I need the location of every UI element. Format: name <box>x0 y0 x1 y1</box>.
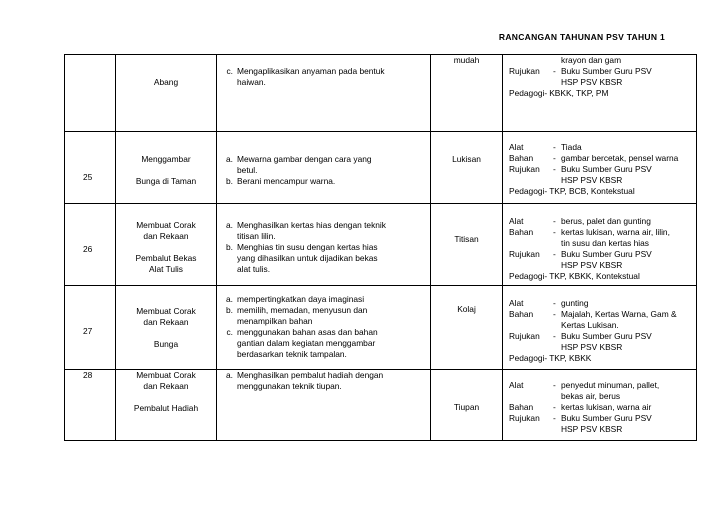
resource-text: HSP PSV KBSR <box>561 342 623 352</box>
resource-label: Pedagogi- <box>509 186 548 196</box>
resource-item <box>509 66 694 77</box>
objective-text: menggunakan bahan asas dan bahan <box>237 327 378 337</box>
week-cell <box>65 370 116 441</box>
objective-marker: b. <box>226 305 233 315</box>
topic-line: dan Rekaan <box>143 317 189 327</box>
resource-text: KBKK, TKP, PM <box>549 88 609 98</box>
objectives-list <box>217 294 426 360</box>
objective-marker: a. <box>226 220 233 230</box>
resource-text: HSP PSV KBSR <box>561 260 623 270</box>
resource-item <box>509 249 694 260</box>
topic-line: Menggambar <box>141 154 191 164</box>
yearly-plan-table <box>64 54 697 441</box>
resource-text: berus, palet dan gunting <box>561 216 651 226</box>
resource-label: Rujukan <box>509 249 540 259</box>
resource-label: Alat <box>509 216 524 226</box>
resource-item <box>509 391 694 402</box>
resource-label: Pedagogi- <box>509 271 548 281</box>
resource-text: Tiada <box>561 142 582 152</box>
topic-line <box>120 328 212 339</box>
objective-marker <box>217 231 237 242</box>
resource-item <box>509 331 694 342</box>
objective-item <box>217 77 426 88</box>
objective-item <box>217 327 426 338</box>
resource-label: Alat <box>509 380 524 390</box>
resource-label: Rujukan <box>509 164 540 174</box>
topic-line: Bunga <box>153 339 179 349</box>
topic-line <box>120 66 212 77</box>
objectives-cell <box>217 204 431 286</box>
topic-line <box>120 165 212 176</box>
objective-marker <box>217 381 237 392</box>
skill-name: mudah <box>453 55 480 65</box>
table-row <box>65 286 697 370</box>
table-row <box>65 132 697 204</box>
resource-item <box>509 260 694 271</box>
objective-text: memilih, memadan, menyusun dan <box>237 305 368 315</box>
objective-marker: a. <box>226 154 233 164</box>
topic-line: Abang <box>153 77 179 87</box>
resource-text: Buku Sumber Guru PSV <box>561 66 652 76</box>
resource-label: Bahan <box>509 153 534 163</box>
resource-text: TKP, KBKK <box>549 353 592 363</box>
objectives-cell <box>217 132 431 204</box>
objective-text: menggunakan teknik tiupan. <box>237 381 342 391</box>
week-cell <box>65 204 116 286</box>
week-number: 28 <box>83 370 93 380</box>
resource-item <box>509 164 694 175</box>
topic-line: dan Rekaan <box>143 381 189 391</box>
topic-cell <box>116 55 217 132</box>
resource-item <box>509 77 694 88</box>
objectives-list <box>217 220 426 275</box>
resource-dash: - <box>553 380 556 390</box>
resource-text: penyedut minuman, pallet, <box>561 380 660 390</box>
resource-text: tin susu dan kertas hias <box>561 238 649 248</box>
topic-line: Pembalut Bekas <box>135 253 197 263</box>
resources-cell <box>503 286 697 370</box>
resource-label: Rujukan <box>509 66 540 76</box>
objective-text: gantian dalam kegiatan menggambar <box>237 338 376 348</box>
table-row <box>65 370 697 441</box>
week-cell <box>65 286 116 370</box>
skill-name: Tiupan <box>453 402 480 412</box>
objective-text: Menghias tin susu dengan kertas hias <box>237 242 378 252</box>
resource-label: Bahan <box>509 227 534 237</box>
resource-item <box>509 216 694 227</box>
resource-dash: - <box>553 216 556 226</box>
topic-cell <box>116 204 217 286</box>
skill-name: Titisan <box>454 234 479 244</box>
objective-text: alat tulis. <box>237 264 271 274</box>
resource-label: Pedagogi- <box>509 88 548 98</box>
resource-item <box>509 380 694 391</box>
objectives-cell <box>217 370 431 441</box>
objective-item <box>217 242 426 253</box>
objective-marker <box>217 349 237 360</box>
resource-text: kertas lukisan, warna air, lilin, <box>561 227 670 237</box>
skill-name: Kolaj <box>457 304 476 314</box>
resource-text: bekas air, berus <box>561 391 621 401</box>
topic-line: Alat Tulis <box>149 264 183 274</box>
resource-text: kertas lukisan, warna air <box>561 402 652 412</box>
objective-marker: c. <box>226 66 233 76</box>
resource-item <box>509 55 694 66</box>
objective-marker <box>217 264 237 275</box>
resources-cell <box>503 132 697 204</box>
resource-text: HSP PSV KBSR <box>561 175 623 185</box>
resource-label: Rujukan <box>509 331 540 341</box>
week-number: 26 <box>83 244 93 254</box>
week-number: 25 <box>83 172 93 182</box>
resource-dash: - <box>553 164 556 174</box>
resource-label: Alat <box>509 142 524 152</box>
resource-text: Kertas Lukisan. <box>561 320 619 330</box>
objective-item <box>217 294 426 305</box>
objective-item <box>217 316 426 327</box>
objective-item <box>217 305 426 316</box>
skill-cell <box>431 55 503 132</box>
resource-item <box>509 353 694 364</box>
objective-item <box>217 231 426 242</box>
week-cell <box>65 132 116 204</box>
objective-item <box>217 176 426 187</box>
resource-dash: - <box>553 309 556 319</box>
objective-marker <box>217 338 237 349</box>
topic-line: Membuat Corak <box>136 306 196 316</box>
objective-item <box>217 338 426 349</box>
objectives-cell <box>217 55 431 132</box>
table-row <box>65 204 697 286</box>
resource-text: HSP PSV KBSR <box>561 424 623 434</box>
objectives-cell <box>217 286 431 370</box>
objective-marker: a. <box>226 294 233 304</box>
resource-text: TKP, KBKK, Kontekstual <box>549 271 640 281</box>
objective-item <box>217 381 426 392</box>
resource-item <box>509 175 694 186</box>
skill-cell <box>431 132 503 204</box>
resource-item <box>509 142 694 153</box>
resource-text: gunting <box>561 298 589 308</box>
topic-cell <box>116 370 217 441</box>
resource-dash: - <box>553 142 556 152</box>
objective-item <box>217 349 426 360</box>
resource-item <box>509 424 694 435</box>
resource-label: Pedagogi- <box>509 353 548 363</box>
objective-item <box>217 253 426 264</box>
topic-line <box>120 242 212 253</box>
objective-text: Menghasilkan kertas hias dengan teknik <box>237 220 386 230</box>
resource-text: Buku Sumber Guru PSV <box>561 164 652 174</box>
week-number: 27 <box>83 326 93 336</box>
objective-marker <box>217 316 237 327</box>
resource-item <box>509 413 694 424</box>
objectives-list <box>217 66 426 88</box>
objective-marker: c. <box>226 327 233 337</box>
topic-line: Membuat Corak <box>136 220 196 230</box>
resource-item <box>509 271 694 282</box>
topic-line: Bunga di Taman <box>135 176 197 186</box>
objective-text: haiwan. <box>237 77 266 87</box>
objectives-list <box>217 154 426 187</box>
objective-text: betul. <box>237 165 258 175</box>
week-number <box>83 55 115 66</box>
resource-dash: - <box>553 402 556 412</box>
resource-text: gambar bercetak, pensel warna <box>561 153 679 163</box>
resource-label: Bahan <box>509 402 534 412</box>
objective-marker <box>217 165 237 176</box>
objective-marker: b. <box>226 242 233 252</box>
topic-line: Pembalut Hadiah <box>133 403 199 413</box>
topic-line: Membuat Corak <box>136 370 196 380</box>
resource-text: Buku Sumber Guru PSV <box>561 413 652 423</box>
skill-cell <box>431 286 503 370</box>
resource-text: HSP PSV KBSR <box>561 77 623 87</box>
resource-text: Buku Sumber Guru PSV <box>561 249 652 259</box>
resources-cell <box>503 204 697 286</box>
topic-line: dan Rekaan <box>143 231 189 241</box>
resource-text: Buku Sumber Guru PSV <box>561 331 652 341</box>
skill-cell <box>431 204 503 286</box>
objective-item <box>217 154 426 165</box>
objective-text: menampilkan bahan <box>237 316 313 326</box>
resource-label: Alat <box>509 298 524 308</box>
resource-item <box>509 88 694 99</box>
objective-marker: b. <box>226 176 233 186</box>
document-header: RANCANGAN TAHUNAN PSV TAHUN 1 <box>498 32 665 42</box>
objective-item <box>217 264 426 275</box>
resource-label: Rujukan <box>509 413 540 423</box>
objective-item <box>217 165 426 176</box>
resource-dash: - <box>553 227 556 237</box>
topic-cell <box>116 132 217 204</box>
resource-dash: - <box>553 413 556 423</box>
objective-text: titisan lilin. <box>237 231 276 241</box>
resource-text: krayon dan gam <box>561 55 622 65</box>
objective-text: Berani mencampur warna. <box>237 176 336 186</box>
table-row <box>65 55 697 132</box>
resource-item <box>509 342 694 353</box>
resources-cell <box>503 55 697 132</box>
objective-text: Mengaplikasikan anyaman pada bentuk <box>237 66 385 76</box>
objective-text: mempertingkatkan daya imaginasi <box>237 294 365 304</box>
resource-item <box>509 309 694 320</box>
objective-item <box>217 370 426 381</box>
skill-cell <box>431 370 503 441</box>
objective-text: berdasarkan teknik tampalan. <box>237 349 347 359</box>
resource-dash: - <box>553 249 556 259</box>
objective-item <box>217 220 426 231</box>
resource-text: TKP, BCB, Kontekstual <box>549 186 635 196</box>
objective-marker <box>217 77 237 88</box>
resource-item <box>509 298 694 309</box>
resource-dash: - <box>553 331 556 341</box>
objective-marker: a. <box>226 370 233 380</box>
objective-item <box>217 66 426 77</box>
resource-item <box>509 227 694 238</box>
resource-text: Majalah, Kertas Warna, Gam & <box>561 309 677 319</box>
resource-dash: - <box>553 153 556 163</box>
resource-dash: - <box>553 66 556 76</box>
topic-line <box>120 392 212 403</box>
skill-name: Lukisan <box>452 154 481 164</box>
week-cell <box>65 55 116 132</box>
objective-text: Mewarna gambar dengan cara yang <box>237 154 372 164</box>
objective-text: yang dihasilkan untuk dijadikan bekas <box>237 253 378 263</box>
resource-item <box>509 320 694 331</box>
topic-cell <box>116 286 217 370</box>
resource-item <box>509 153 694 164</box>
resource-label: Bahan <box>509 309 534 319</box>
resource-item <box>509 238 694 249</box>
resource-item <box>509 402 694 413</box>
resource-dash: - <box>553 298 556 308</box>
resource-item <box>509 186 694 197</box>
resources-cell <box>503 370 697 441</box>
objectives-list <box>217 370 426 392</box>
objective-marker <box>217 253 237 264</box>
objective-text: Menghasilkan pembalut hadiah dengan <box>237 370 384 380</box>
